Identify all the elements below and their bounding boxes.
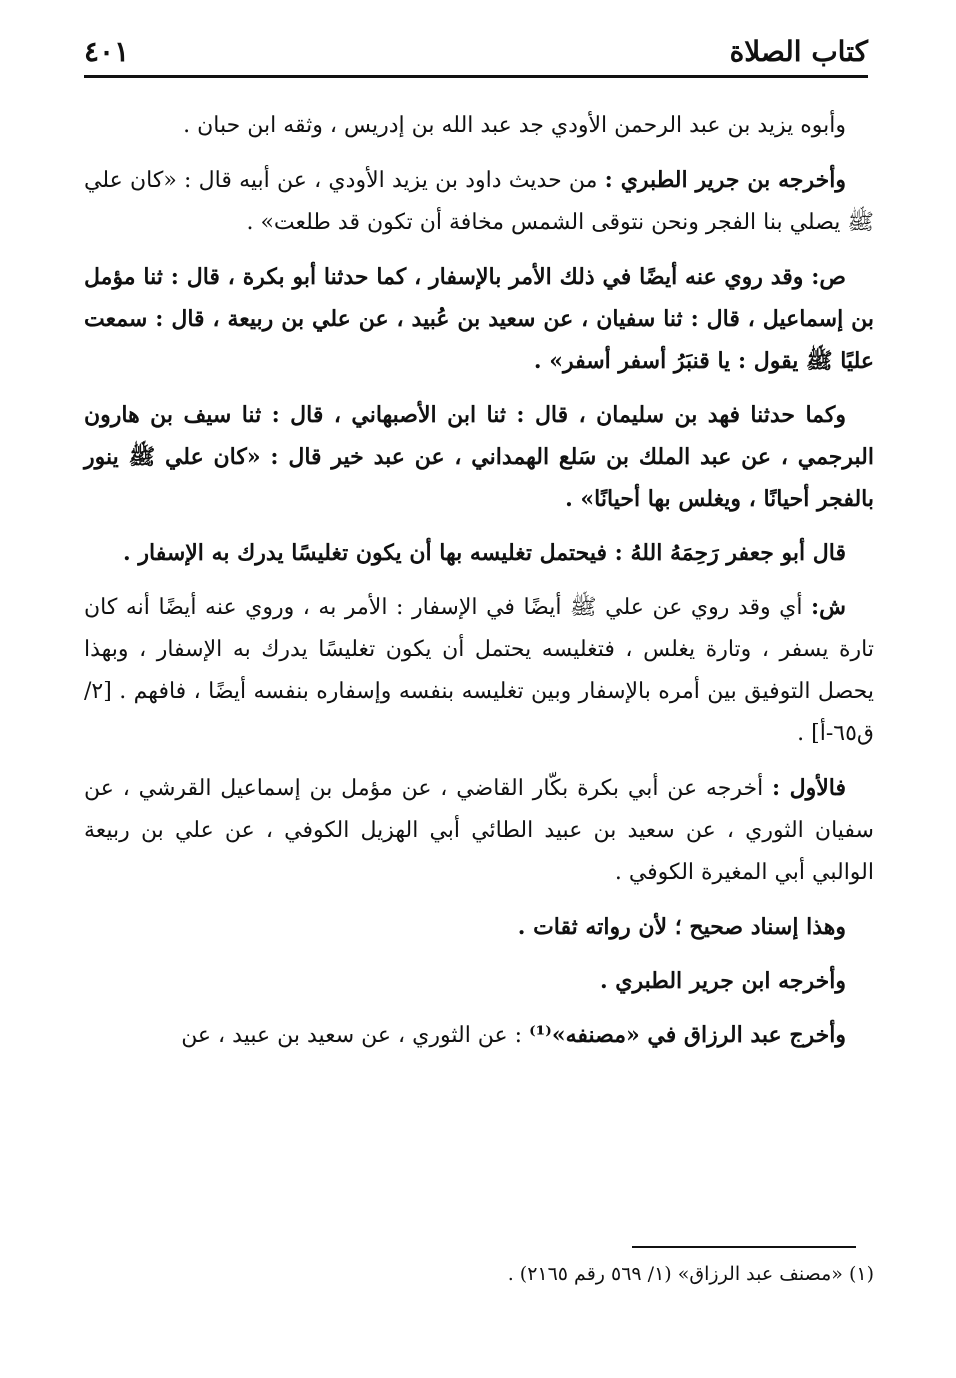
main-text bbox=[84, 104, 874, 1069]
paragraph-text: وكما حدثنا فهد بن سليمان ، قال : ثنا ابن الأصبهاني ، قال : ثنا سيف بن هارون البرجمي ، عن عبد الملك بن سَلع الهمداني ، عن عبد خير قال : «كان علي ﷺ ينور بالفجر أحيانًا ، ويغلس بها أحيانًا» . bbox=[84, 402, 874, 512]
paragraph-4 bbox=[84, 394, 874, 520]
paragraph-text: وأخرجه ابن جرير الطبري . bbox=[599, 968, 846, 994]
footnote bbox=[84, 1258, 874, 1290]
paragraph-7 bbox=[84, 767, 874, 894]
paragraph-2 bbox=[84, 159, 874, 244]
paragraph-text: : عن الثوري ، عن سعيد بن عبيد ، عن bbox=[181, 1023, 530, 1048]
paragraph-lead: ش: bbox=[811, 594, 846, 620]
paragraph-6 bbox=[84, 586, 874, 755]
paragraph-text: أخرجه عن أبي بكرة بكّار القاضي ، عن مؤمل بن إسماعيل القرشي ، عن سفيان الثوري ، عن سعيد بن عبيد الطائي أبي الهزيل الكوفي ، عن علي بن ربيعة الوالبي أبي المغيرة الكوفي . bbox=[84, 776, 874, 885]
paragraph-5 bbox=[84, 532, 874, 574]
paragraph-text: وهذا إسناد صحيح ؛ لأن رواته ثقات . bbox=[517, 914, 846, 940]
paragraph-1 bbox=[84, 104, 874, 147]
paragraph-text: أي وقد روي عن علي ﷺ أيضًا في الإسفار : الأمر به ، وروي عنه أيضًا أنه كان تارة يسفر ، وتارة يغلس ، فتغليسه يحتمل أن يكون تغليسًا يدرك به الإسفار ، وبهذا يحصل التوفيق بين أمره بالإسفار وبين تغليسه بنفسه وإسفاره بنفسه أيضًا ، فافهم . [٢/ ق٦٥-أ] . bbox=[84, 595, 874, 746]
paragraph-text: وأبوه يزيد بن عبد الرحمن الأودي جد عبد الله بن إدريس ، وثقه ابن حبان . bbox=[183, 113, 846, 138]
paragraph-lead: ص: bbox=[811, 264, 846, 290]
page-number: ٤٠١ bbox=[84, 35, 130, 68]
footnote-text: «مصنف عبد الرزاق» (١/ ٥٦٩ رقم ٢١٦٥) . bbox=[507, 1263, 843, 1285]
paragraph-lead: وأخرجه بن جرير الطبري : bbox=[604, 167, 846, 193]
paragraph-text: من حديث داود بن يزيد الأودي ، عن أبيه قال : «كان علي ﷺ يصلي بنا الفجر ونحن نتوقى الشمس مخافة أن تكون قد طلعت» . bbox=[84, 168, 874, 235]
paragraph-text: وقد روي عنه أيضًا في ذلك الأمر بالإسفار ، كما حدثنا أبو بكرة ، قال : ثنا مؤمل بن إسماعيل ، قال : ثنا سفيان ، عن سعيد بن عُبيد ، عن علي بن ربيعة ، قال : سمعت عليًا ﷺ يقول : يا قنبَرُ أسفر أسفر» . bbox=[84, 264, 874, 374]
paragraph-lead: فالأول : bbox=[772, 775, 846, 801]
footnote-rule bbox=[632, 1246, 856, 1248]
running-title: كتاب الصلاة bbox=[729, 35, 868, 68]
header-rule bbox=[84, 75, 868, 78]
page-header bbox=[84, 28, 868, 78]
paragraph-lead: وأخرج عبد الرزاق في «مصنفه»⁽¹⁾ bbox=[529, 1022, 846, 1048]
paragraph-8 bbox=[84, 906, 874, 948]
paragraph-text: قال أبو جعفر رَحِمَهُ اللهُ : فيحتمل تغليسه بها أن يكون تغليسًا يدرك به الإسفار . bbox=[123, 540, 846, 566]
paragraph-10 bbox=[84, 1014, 874, 1057]
footnote-number: (١) bbox=[848, 1263, 874, 1285]
paragraph-9 bbox=[84, 960, 874, 1002]
paragraph-3 bbox=[84, 256, 874, 382]
